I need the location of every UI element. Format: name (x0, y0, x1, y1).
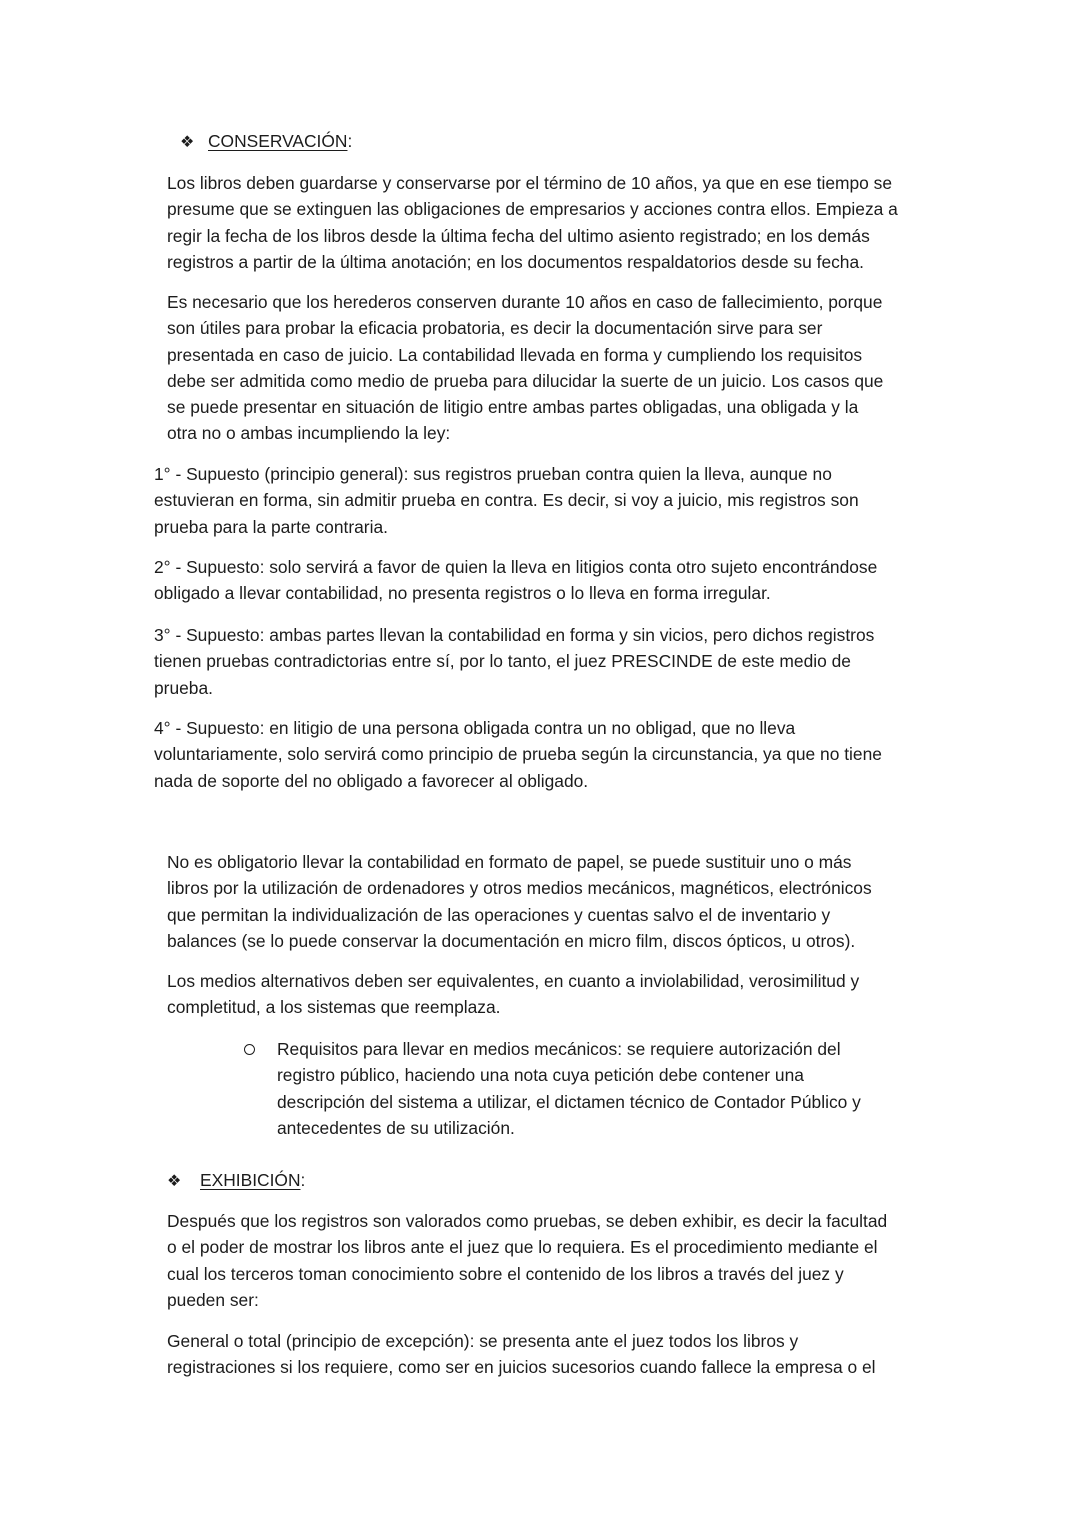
section-title-colon: : (300, 1170, 306, 1190)
text-line: presentada en caso de juicio. La contabilidad llevada en forma y cumpliendo los requisitos (167, 344, 863, 365)
text-line: 4° - Supuesto: en litigio de una persona obligada contra un no obligad, que no lleva (154, 718, 796, 738)
section-title: EXHIBICIÓN (200, 1170, 301, 1190)
section-title: CONSERVACIÓN (208, 131, 348, 151)
paragraph-supuesto-2 (154, 554, 877, 607)
text-line: Los medios alternativos deben ser equivalentes, en cuanto a inviolabilidad, verosimilitud y (167, 971, 860, 991)
paragraph-electronic-records (167, 849, 872, 954)
diamond-bullet-icon: ❖ (180, 134, 195, 151)
text-line: estuvieran en forma, sin admitir prueba en contra. Es decir, si voy a juicio, mis registros son (154, 490, 859, 511)
text-line: regir la fecha de los libros desde la última fecha del ultimo asiento registrado; en los demás (167, 225, 870, 246)
text-line: 3° - Supuesto: ambas partes llevan la contabilidad en forma y sin vicios, pero dichos registros (154, 625, 875, 645)
section-title-colon: : (347, 131, 353, 151)
text-line: registraciones si los requiere, como ser en juicios sucesorios cuando fallece la empresa o el (167, 1357, 876, 1378)
text-line: cual los terceros toman conocimiento sobre el contenido de los libros a través del juez y (167, 1263, 844, 1284)
text-line: descripción del sistema a utilizar, el dictamen técnico de Contador Público y (277, 1091, 861, 1112)
paragraph-general-exhibition (167, 1328, 876, 1381)
text-line: se puede presentar en situación de litigio entre ambas partes obligadas, una obligada y la (167, 397, 859, 418)
paragraph-conservation-period (167, 170, 898, 275)
section-heading-conservacion (180, 128, 352, 156)
text-line: Requisitos para llevar en medios mecánicos: se requiere autorización del (277, 1039, 841, 1059)
text-line: prueba. (154, 677, 213, 698)
text-line: antecedentes de su utilización. (277, 1117, 515, 1138)
paragraph-heirs (167, 289, 883, 447)
text-line: Después que los registros son valorados como pruebas, se deben exhibir, es decir la facultad (167, 1211, 888, 1231)
bullet-item-requirements (277, 1036, 861, 1141)
paragraph-supuesto-1 (154, 461, 859, 540)
text-line: Los libros deben guardarse y conservarse por el término de 10 años, ya que en ese tiempo se (167, 173, 893, 193)
diamond-bullet-icon: ❖ (167, 1173, 182, 1190)
text-line: presume que se extinguen las obligaciones de empresarios y acciones contra ellos. Empieza a (167, 199, 898, 220)
text-line: o el poder de mostrar los libros ante el juez que lo requiera. Es el procedimiento mediante el (167, 1237, 878, 1258)
text-line: registros a partir de la última anotación; en los documentos respaldatorios desde su fecha. (167, 251, 864, 272)
text-line: prueba para la parte contraria. (154, 516, 388, 537)
text-line: nada de soporte del no obligado a favorecer al obligado. (154, 770, 589, 791)
text-line: obligado a llevar contabilidad, no presenta registros o lo lleva en forma irregular. (154, 583, 771, 604)
text-line: otra no o ambas incumpliendo la ley: (167, 423, 451, 444)
text-line: 1° - Supuesto (principio general): sus registros prueban contra quien la lleva, aunque no (154, 464, 832, 484)
paragraph-supuesto-4 (154, 715, 882, 794)
text-line: tienen pruebas contradictorias entre sí, por lo tanto, el juez PRESCINDE de este medio de (154, 651, 851, 672)
text-line: balances (se lo puede conservar la documentación en micro film, discos ópticos, u otros). (167, 930, 856, 951)
text-line: 2° - Supuesto: solo servirá a favor de quien la lleva en litigios conta otro sujeto encontrándose (154, 557, 878, 577)
text-line: Es necesario que los herederos conserven durante 10 años en caso de fallecimiento, porque (167, 292, 883, 312)
text-line: registro público, haciendo una nota cuya petición debe contener una (277, 1065, 804, 1086)
section-heading-exhibicion (167, 1167, 305, 1195)
circle-bullet-icon (244, 1044, 255, 1055)
text-line: que permitan la individualización de las operaciones y cuentas salvo el de inventario y (167, 904, 831, 925)
text-line: son útiles para probar la eficacia probatoria, es decir la documentación sirve para ser (167, 318, 823, 339)
text-line: completitud, a los sistemas que reemplaza. (167, 997, 501, 1018)
text-line: libros por la utilización de ordenadores y otros medios mecánicos, magnéticos, electrónicos (167, 878, 872, 899)
text-line: debe ser admitida como medio de prueba para dilucidar la suerte de un juicio. Los casos que (167, 370, 884, 391)
text-line: voluntariamente, solo servirá como principio de prueba según la circunstancia, ya que no tiene (154, 744, 882, 765)
paragraph-alternative-means (167, 968, 859, 1021)
text-line: No es obligatorio llevar la contabilidad en formato de papel, se puede sustituir uno o más (167, 852, 852, 872)
paragraph-supuesto-3 (154, 622, 874, 701)
text-line: General o total (principio de excepción): se presenta ante el juez todos los libros y (167, 1331, 799, 1351)
paragraph-exhibition (167, 1208, 887, 1313)
text-line: pueden ser: (167, 1289, 259, 1310)
